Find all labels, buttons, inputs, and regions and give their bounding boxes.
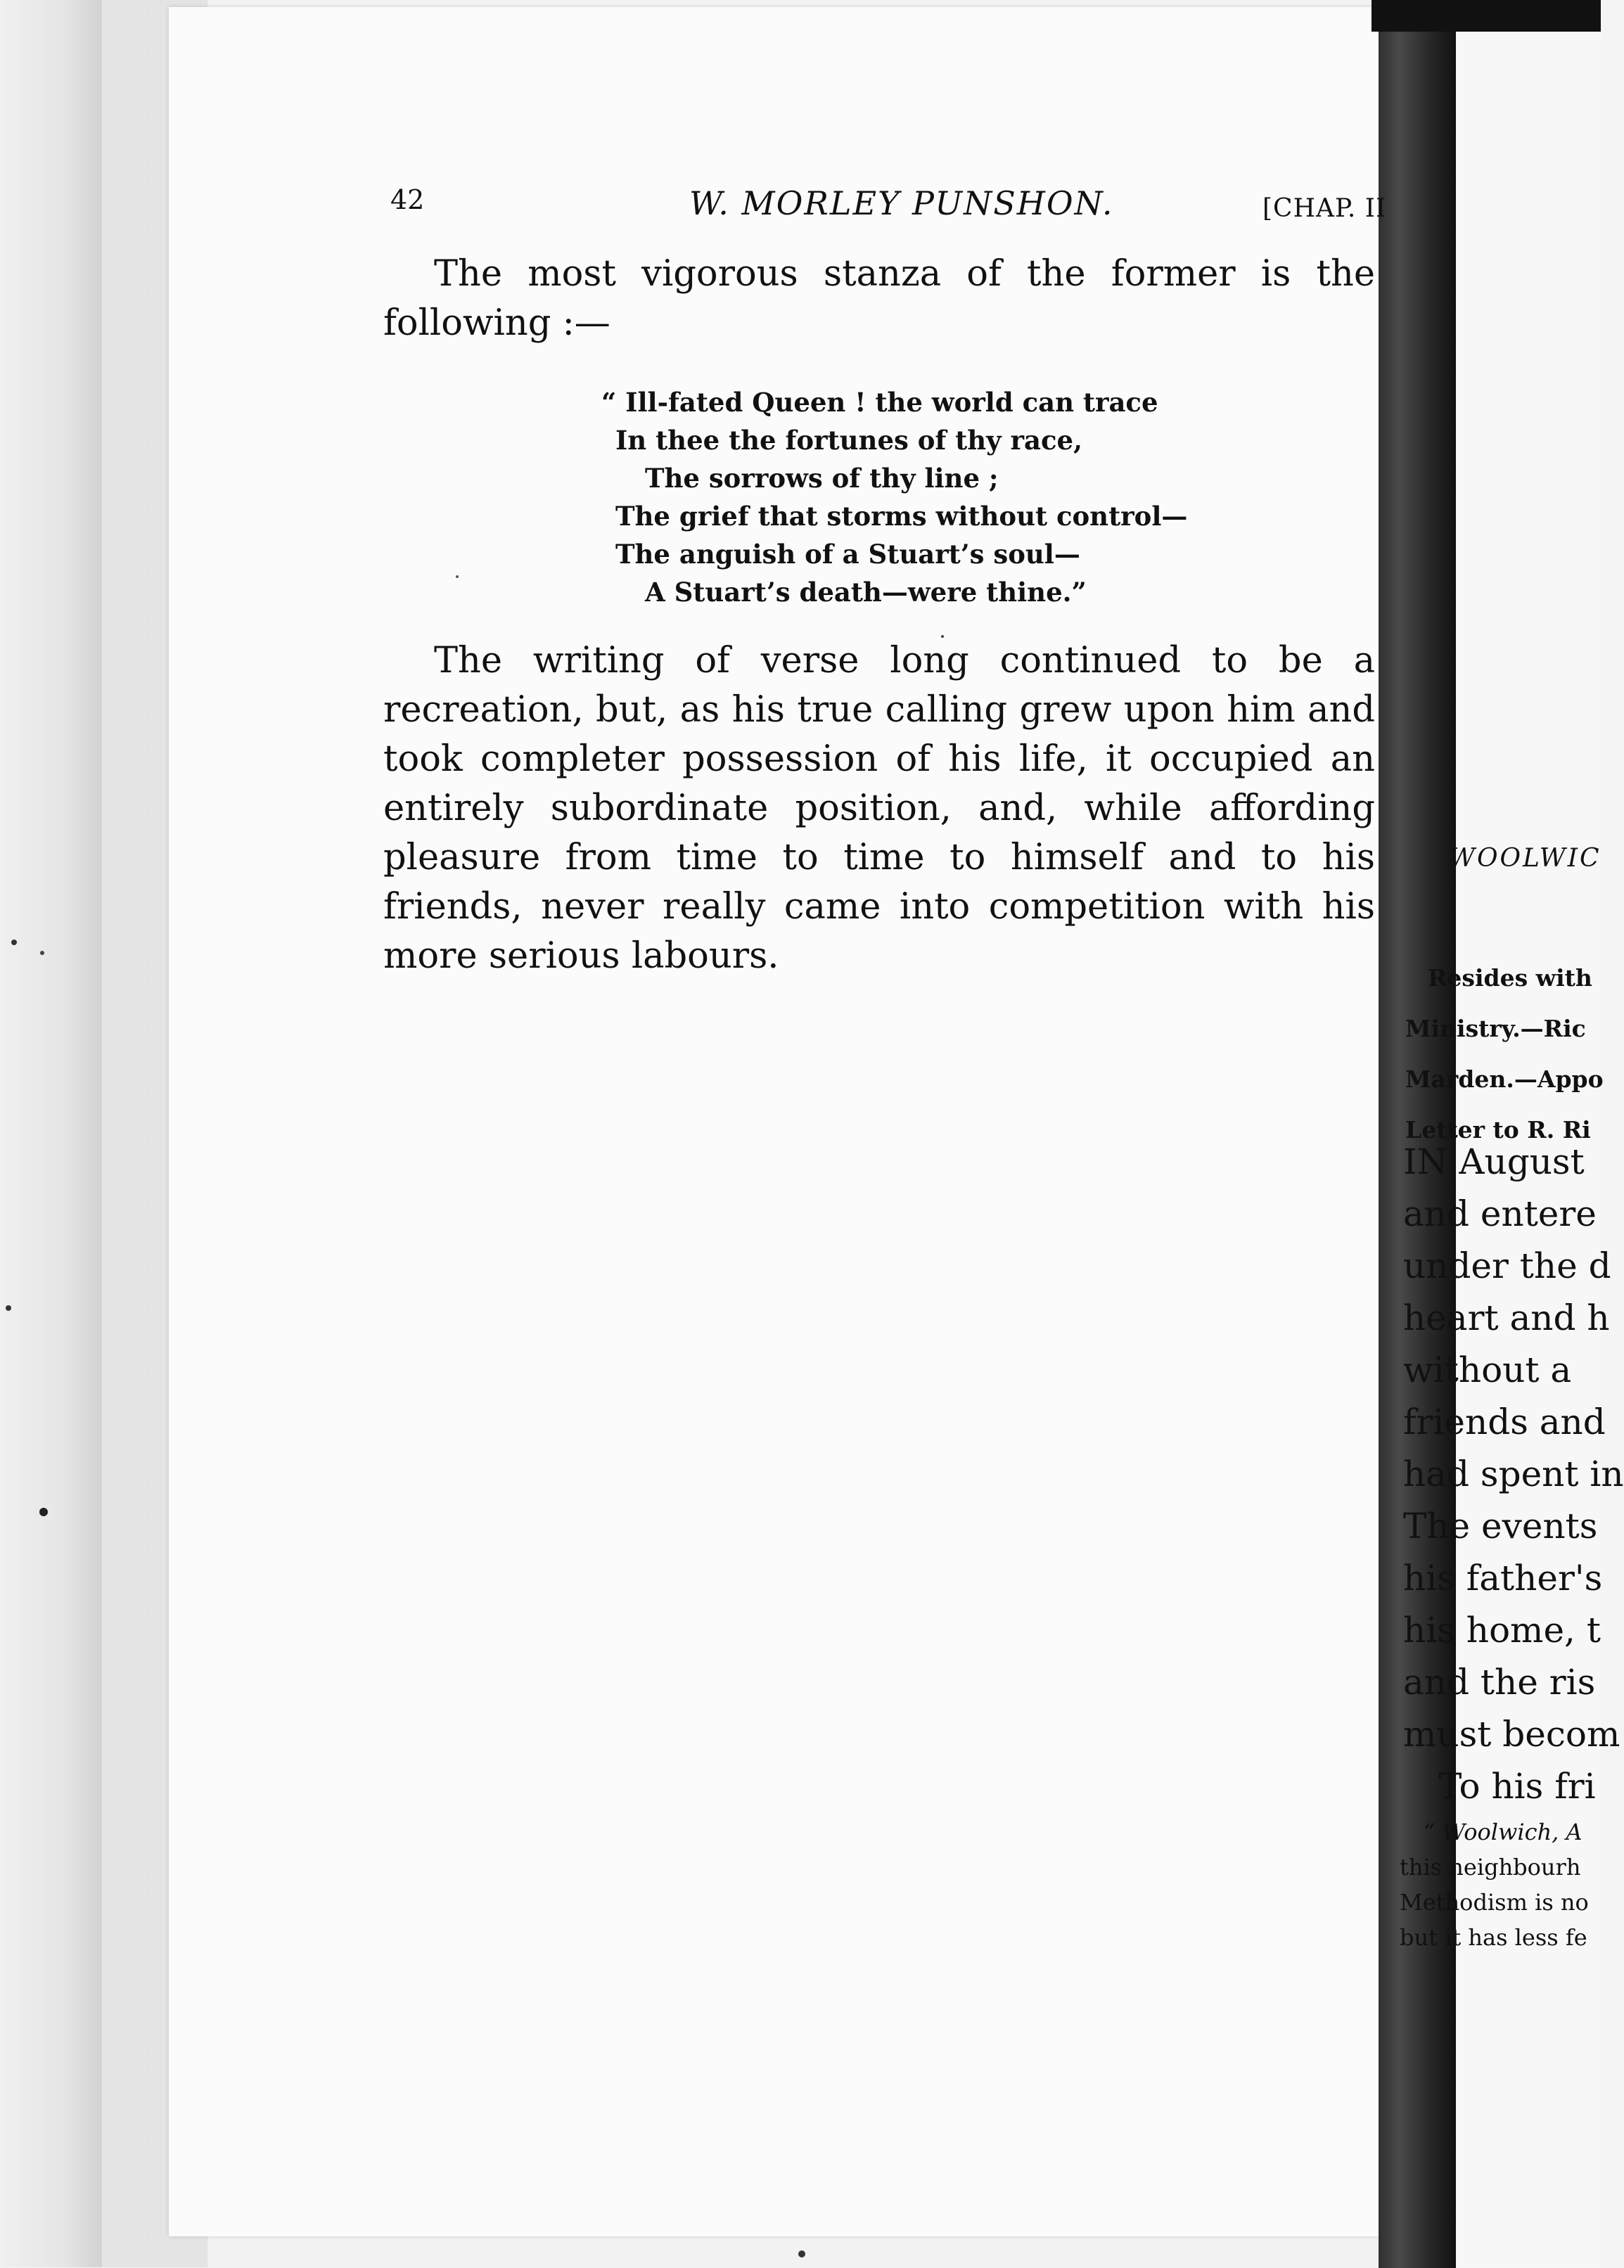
body-line: friends and [1403, 1402, 1606, 1442]
body-line: To his fri [1438, 1766, 1596, 1807]
verse-line: The anguish of a Stuart’s soul— [615, 539, 1080, 570]
verse-line: “ Ill-fated Queen ! the world can trace [601, 387, 1158, 418]
running-head: W. MORLEY PUNSHON. [689, 184, 1114, 222]
body-line: under the d [1403, 1245, 1611, 1286]
verse-line: In thee the fortunes of thy race, [615, 425, 1082, 456]
footnote-line: “ Woolwich, A [1424, 1819, 1583, 1845]
body-line: IN August [1403, 1141, 1585, 1182]
paragraph-verse-writing: The writing of verse long continued to be a recreation, but, as his true calling grew upon him and took completer possession of his life, it occupied an entirely subordinate position, and, while affording pleasure from time to time to himself and to his friends, never really came into competition with his more serious labours. [383, 640, 1375, 977]
footnote-line: this neighbourh [1400, 1854, 1581, 1881]
summary-line: Ministry.—Ric [1405, 1015, 1586, 1042]
body-line: and entere [1403, 1193, 1597, 1234]
body-line: without a [1403, 1350, 1572, 1390]
body-line: The events [1403, 1506, 1598, 1546]
summary-line: Marden.—Appo [1405, 1065, 1604, 1093]
body-line: his home, t [1403, 1610, 1601, 1651]
footnote-line: Methodism is no [1400, 1889, 1589, 1916]
verse-line: The grief that storms without control— [615, 501, 1188, 532]
body-line: heart and h [1403, 1298, 1610, 1338]
chapter-title: WOOLWIC [1449, 844, 1601, 873]
summary-line: Resides with [1428, 964, 1592, 992]
footnote-line: but it has less fe [1400, 1924, 1587, 1951]
summary-line: Letter to R. Ri [1405, 1116, 1591, 1143]
page-number: 42 [390, 184, 425, 215]
body-line: his father's [1403, 1558, 1603, 1599]
verse-line: A Stuart’s death—were thine.” [645, 577, 1087, 608]
body-line: had spent in [1403, 1454, 1624, 1494]
verse-line: The sorrows of thy line ; [645, 463, 999, 494]
paragraph-intro: The most vigorous stanza of the former is the following :— [383, 253, 1375, 344]
chapter-mark: [CHAP. II [1262, 194, 1387, 223]
body-line: and the ris [1403, 1662, 1596, 1703]
body-line: must becom [1403, 1714, 1620, 1755]
